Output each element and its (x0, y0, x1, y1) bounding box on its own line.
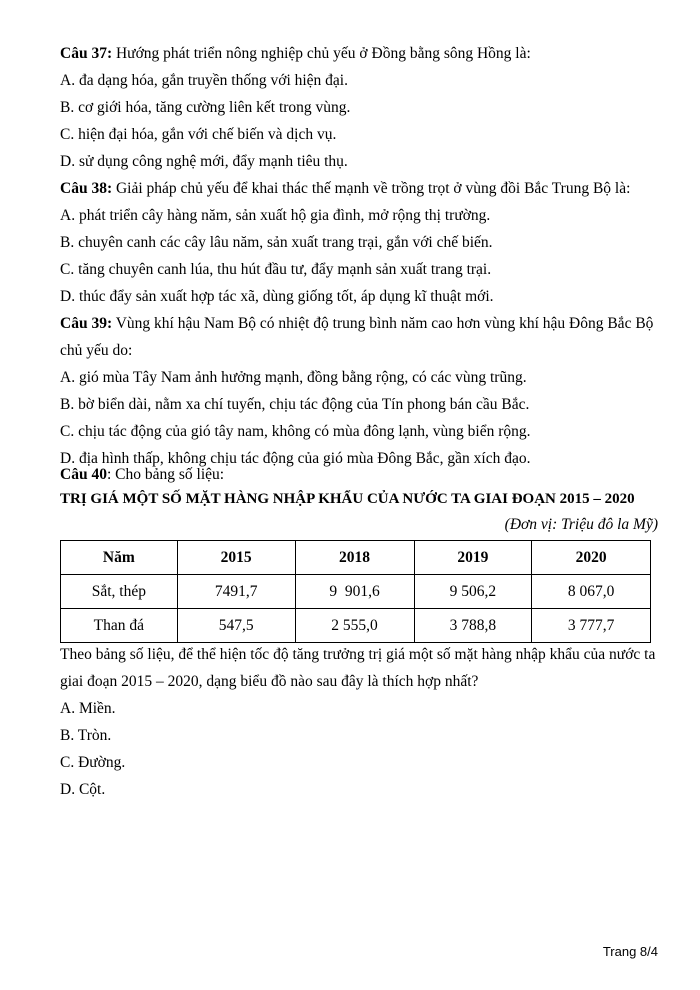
table-cell: 9 901,6 (295, 575, 414, 609)
q40-text: : Cho bảng số liệu: (106, 466, 225, 483)
q38-option-d[interactable]: D. thúc đẩy sản xuất hợp tác xã, dùng giống tốt, áp dụng kĩ thuật mới. (60, 288, 494, 305)
table-header-cell: 2018 (295, 541, 414, 575)
table-row (61, 575, 651, 609)
table-row (61, 609, 651, 643)
q38-label: Câu 38: (60, 180, 113, 197)
q40-option-c[interactable]: C. Đường. (60, 754, 126, 771)
table-cell: 2 555,0 (295, 609, 414, 643)
q39-label: Câu 39: (60, 315, 113, 332)
q39-stem (60, 314, 660, 334)
q37-option-d[interactable]: D. sử dụng công nghệ mới, đẩy mạnh tiêu thụ. (60, 153, 348, 170)
table-header-cell: 2019 (414, 541, 532, 575)
table-cell: Than đá (61, 609, 178, 643)
table-cell: 7491,7 (177, 575, 295, 609)
q37-option-c[interactable]: C. hiện đại hóa, gắn với chế biến và dịch vụ. (60, 126, 337, 143)
q38-stem (60, 179, 660, 199)
q40-label: Câu 40 (60, 466, 107, 483)
table-title: TRỊ GIÁ MỘT SỐ MẶT HÀNG NHẬP KHẨU CỦA NƯỚC TA GIAI ĐOẠN 2015 – 2020 (60, 491, 635, 507)
table-header-cell: 2020 (532, 541, 651, 575)
q38-option-b[interactable]: B. chuyên canh các cây lâu năm, sản xuất trang trại, gắn với chế biến. (60, 234, 493, 251)
table-unit: (Đơn vị: Triệu đô la Mỹ) (504, 516, 658, 533)
data-table (60, 540, 651, 643)
q40-stem (60, 465, 660, 485)
table-header-row (61, 541, 651, 575)
page-number: Trang 8/4 (602, 944, 658, 959)
q40-option-b[interactable]: B. Tròn. (60, 727, 112, 744)
q40-question-line-1: Theo bảng số liệu, để thể hiện tốc độ tăng trưởng trị giá một số mặt hàng nhập khẩu của nước ta (60, 646, 656, 663)
table-cell: 547,5 (177, 609, 295, 643)
q37-option-b[interactable]: B. cơ giới hóa, tăng cường liên kết trong vùng. (60, 99, 351, 116)
table-cell: 3 777,7 (532, 609, 651, 643)
q40-option-a[interactable]: A. Miền. (60, 700, 116, 717)
q39-stem-continued: chủ yếu do: (60, 342, 133, 359)
q37-stem (60, 44, 660, 64)
q37-label: Câu 37: (60, 45, 113, 62)
q39-option-a[interactable]: A. gió mùa Tây Nam ảnh hưởng mạnh, đồng bằng rộng, có các vùng trũng. (60, 369, 527, 386)
table-header-cell: Năm (61, 541, 178, 575)
q37-text: Hướng phát triển nông nghiệp chủ yếu ở Đồng bằng sông Hồng là: (112, 45, 531, 62)
q39-option-b[interactable]: B. bờ biển dài, nằm xa chí tuyến, chịu tác động của Tín phong bán cầu Bắc. (60, 396, 530, 413)
q40-question-line-2: giai đoạn 2015 – 2020, dạng biểu đồ nào sau đây là thích hợp nhất? (60, 673, 479, 690)
q38-option-c[interactable]: C. tăng chuyên canh lúa, thu hút đầu tư, đẩy mạnh sản xuất trang trại. (60, 261, 492, 278)
q40-option-d[interactable]: D. Cột. (60, 781, 106, 798)
q39-option-c[interactable]: C. chịu tác động của gió tây nam, không có mùa đông lạnh, vùng biển rộng. (60, 423, 531, 440)
q39-option-d[interactable]: D. địa hình thấp, không chịu tác động của gió mùa Đông Bắc, gần xích đạo. (60, 450, 531, 467)
q39-text: Vùng khí hậu Nam Bộ có nhiệt độ trung bình năm cao hơn vùng khí hậu Đông Bắc Bộ (112, 315, 654, 332)
table-header-cell: 2015 (177, 541, 295, 575)
q38-option-a[interactable]: A. phát triển cây hàng năm, sản xuất hộ gia đình, mở rộng thị trường. (60, 207, 491, 224)
q37-option-a[interactable]: A. đa dạng hóa, gắn truyền thống với hiện đại. (60, 72, 348, 89)
table-cell: 9 506,2 (414, 575, 532, 609)
table-cell: 3 788,8 (414, 609, 532, 643)
table-cell: 8 067,0 (532, 575, 651, 609)
table-cell: Sắt, thép (61, 575, 178, 609)
q38-text: Giải pháp chủ yếu để khai thác thế mạnh về trồng trọt ở vùng đồi Bắc Trung Bộ là: (112, 180, 631, 197)
